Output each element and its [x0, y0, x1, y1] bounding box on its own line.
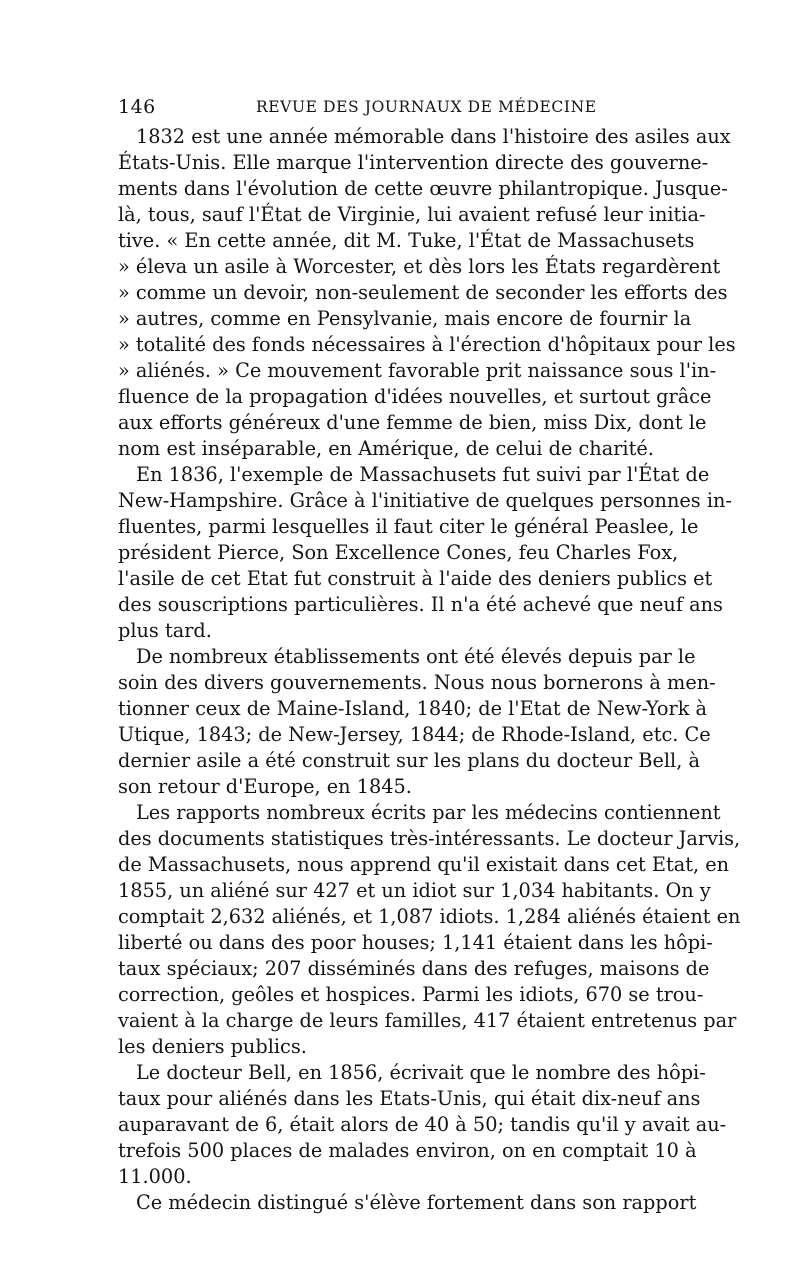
text-line: auparavant de 6, était alors de 40 à 50; tandis qu'il y avait au- [118, 1113, 727, 1136]
text-line: l'asile de cet Etat fut construit à l'aide des deniers publics et [118, 567, 713, 590]
text-line: taux pour aliénés dans les Etats-Unis, qui était dix-neuf ans [118, 1087, 701, 1110]
text-line: États-Unis. Elle marque l'intervention directe des gouverne- [118, 151, 709, 174]
text-line: 1855, un aliéné sur 427 et un idiot sur 1,034 habitants. On y [118, 879, 711, 902]
text-line: dernier asile a été construit sur les plans du docteur Bell, à [118, 749, 700, 772]
text-line: liberté ou dans des poor houses; 1,141 étaient dans les hôpi- [118, 931, 713, 954]
text-line: Les rapports nombreux écrits par les médecins contiennent [136, 801, 721, 824]
page-number: 146 [118, 96, 156, 118]
text-line: vaient à la charge de leurs familles, 417 étaient entretenus par [118, 1009, 737, 1032]
text-line: aux efforts généreux d'une femme de bien, miss Dix, dont le [118, 411, 707, 434]
text-line: fluentes, parmi lesquelles il faut citer le général Peaslee, le [118, 515, 699, 538]
running-head [118, 96, 678, 126]
paragraph [118, 1060, 727, 1190]
text-line: 1832 est une année mémorable dans l'histoire des asiles aux [136, 125, 731, 148]
text-line: De nombreux établissements ont été élevés depuis par le [136, 645, 696, 668]
body-text [118, 124, 741, 1216]
text-line: son retour d'Europe, en 1845. [118, 775, 412, 798]
text-line: de Massachusets, nous apprend qu'il existait dans cet Etat, en [118, 853, 730, 876]
text-line: Utique, 1843; de New-Jersey, 1844; de Rhode-Island, etc. Ce [118, 723, 711, 746]
text-line: des souscriptions particulières. Il n'a été achevé que neuf ans [118, 593, 723, 616]
text-line: trefois 500 places de malades environ, on en comptait 10 à [118, 1139, 697, 1162]
text-line: les deniers publics. [118, 1035, 307, 1058]
text-line: » autres, comme en Pensylvanie, mais encore de fournir la [118, 307, 692, 330]
text-line: tionner ceux de Maine-Island, 1840; de l'Etat de New-York à [118, 697, 708, 720]
text-line: » comme un devoir, non-seulement de seconder les efforts des [118, 281, 728, 304]
text-line: plus tard. [118, 619, 212, 642]
paragraph [118, 1190, 697, 1216]
paragraph [118, 462, 732, 644]
text-line: des documents statistiques très-intéressants. Le docteur Jarvis, [118, 827, 741, 850]
text-line: président Pierce, Son Excellence Cones, feu Charles Fox, [118, 541, 679, 564]
text-line: En 1836, l'exemple de Massachusets fut suivi par l'État de [136, 463, 710, 486]
text-line: correction, geôles et hospices. Parmi les idiots, 670 se trou- [118, 983, 704, 1006]
paragraph [118, 800, 741, 1060]
text-line: » éleva un asile à Worcester, et dès lors les États regardèrent [118, 255, 721, 278]
text-line: taux spéciaux; 207 disséminés dans des refuges, maisons de [118, 957, 710, 980]
text-line: Le docteur Bell, en 1856, écrivait que le nombre des hôpi- [136, 1061, 706, 1084]
text-line: là, tous, sauf l'État de Virginie, lui avaient refusé leur initia- [118, 203, 706, 226]
text-line: comptait 2,632 aliénés, et 1,087 idiots. 1,284 aliénés étaient en [118, 905, 741, 928]
text-line: 11.000. [118, 1165, 192, 1188]
paragraph [118, 124, 736, 462]
text-line: fluence de la propagation d'idées nouvelles, et surtout grâce [118, 385, 712, 408]
text-line: » aliénés. » Ce mouvement favorable prit naissance sous l'in- [118, 359, 717, 382]
text-line: tive. « En cette année, dit M. Tuke, l'État de Massachusets [118, 229, 695, 252]
text-line: soin des divers gouvernements. Nous nous bornerons à men- [118, 671, 716, 694]
text-line: New-Hampshire. Grâce à l'initiative de quelques personnes in- [118, 489, 732, 512]
text-line: » totalité des fonds nécessaires à l'érection d'hôpitaux pour les [118, 333, 736, 356]
text-line: Ce médecin distingué s'élève fortement dans son rapport [136, 1191, 697, 1214]
text-line: ments dans l'évolution de cette œuvre philantropique. Jusque- [118, 177, 728, 200]
text-line: nom est inséparable, en Amérique, de celui de charité. [118, 437, 654, 460]
journal-title: REVUE DES JOURNAUX DE MÉDECINE [256, 98, 597, 116]
paragraph [118, 644, 716, 800]
